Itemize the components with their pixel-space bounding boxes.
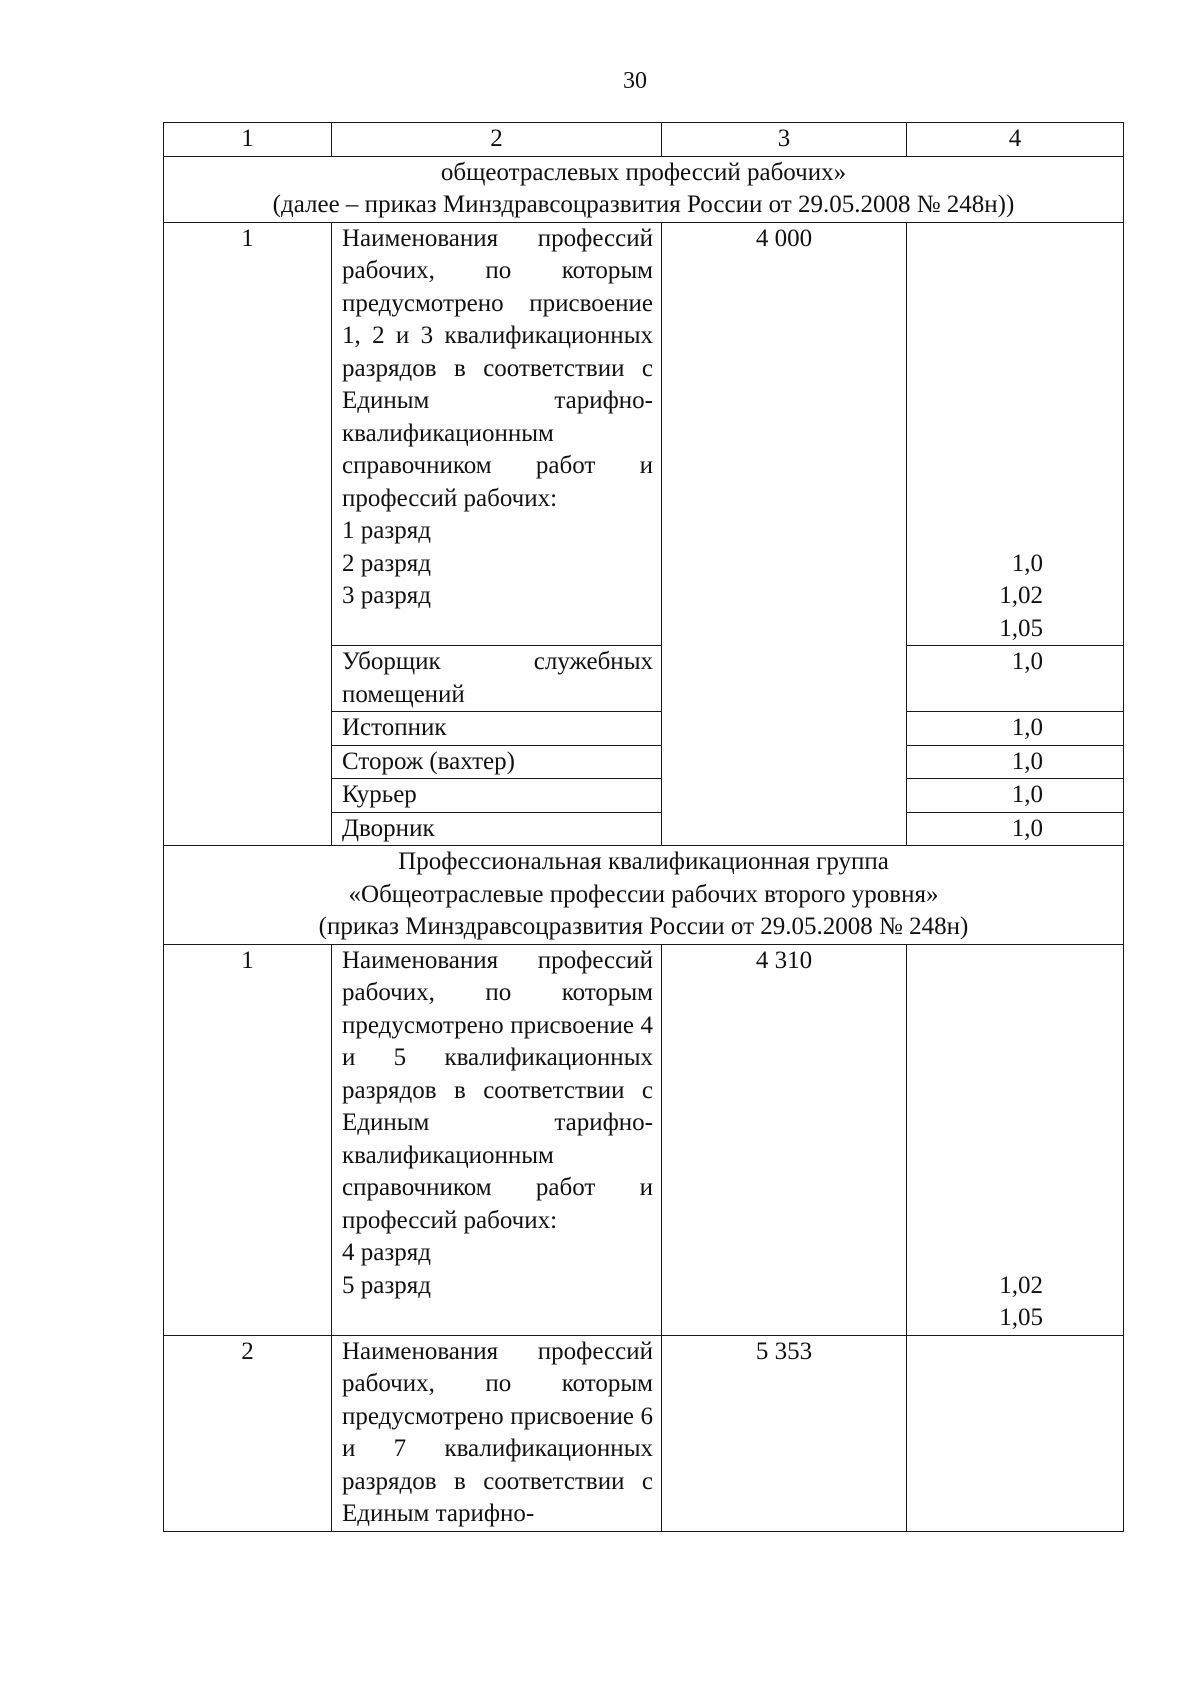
coefficient-value: 1,02 [999,582,1043,609]
salary-cell: 4 310 [662,944,907,1335]
profession-name: Дворник [332,812,662,846]
group-title-line: «Общеотраслевые профессии рабочих второго уровня» [348,880,939,908]
profession-name: Наименования профессий рабочих, по которым предусмотрено присвоение 6 и 7 квалификационных разрядов в соответствии с Единым тарифно- [332,1335,662,1531]
salary-cell: 5 353 [662,1335,907,1531]
profession-name: Наименования профессий рабочих, по которым предусмотрено присвоение 1, 2 и 3 квалификационных разрядов в соответствии с Единым тарифно-квалификационным справочником работ и профессий рабочих: [342,224,653,512]
coefficient-value: 1,0 [1011,549,1043,577]
coefficient-value: 1,05 [999,614,1043,642]
profession-name: Сторож (вахтер) [332,745,662,779]
salary-cell: 4 000 [662,222,907,846]
salary-table [163,122,1124,1532]
grade-name: 1 разряд [342,517,431,544]
grade-name: 4 разряд [342,1239,431,1266]
profession-name: Истопник [332,712,662,746]
coefficient-value: 1,0 [907,745,1124,779]
coefficient-value: 1,0 [907,712,1124,746]
table-row [164,1335,1124,1531]
row-number: 2 [164,1335,332,1531]
group-title-line: (далее – приказ Минздравсоцразвития России от 29.05.2008 № 248н)) [272,191,1015,218]
profession-name-cell [332,222,662,646]
group-title [164,156,1124,222]
coefficient-value: 1,02 [999,1271,1043,1299]
header-cell: 1 [164,123,332,157]
row-number: 1 [164,222,332,846]
grade-name: 3 разряд [342,582,431,609]
profession-name: Наименования профессий рабочих, по которым предусмотрено присвоение 4 и 5 квалификационных разрядов в соответствии с Единым тарифно-квалификационным справочником работ и профессий рабочих: [342,946,653,1234]
table-header-row [164,123,1124,157]
table-row [164,222,1124,646]
group-title-row [164,156,1124,222]
coefficient-cell [907,944,1124,1335]
group-title-line: (приказ Минздравсоцразвития России от 29.05.2008 № 248н) [318,913,969,940]
header-cell: 2 [332,123,662,157]
row-number: 1 [164,944,332,1335]
coefficient-cell [907,222,1124,646]
coefficient-value: 1,0 [907,812,1124,846]
group-title-line: Профессиональная квалификационная группа [398,848,889,875]
group-title [164,846,1124,945]
profession-name: Курьер [332,779,662,813]
grade-name: 2 разряд [342,549,431,577]
grade-name: 5 разряд [342,1271,431,1299]
coefficient-cell [907,1335,1124,1531]
table-row [164,944,1124,1335]
header-cell: 4 [907,123,1124,157]
header-cell: 3 [662,123,907,157]
page-number: 30 [623,68,647,94]
group-title-line: общеотраслевых профессий рабочих» [440,158,847,186]
coefficient-value: 1,05 [999,1304,1043,1331]
profession-name: Уборщик служебных помещений [332,646,662,712]
coefficient-value: 1,0 [907,646,1124,712]
group-title-row [164,846,1124,945]
profession-name-cell [332,944,662,1335]
coefficient-value: 1,0 [907,779,1124,813]
